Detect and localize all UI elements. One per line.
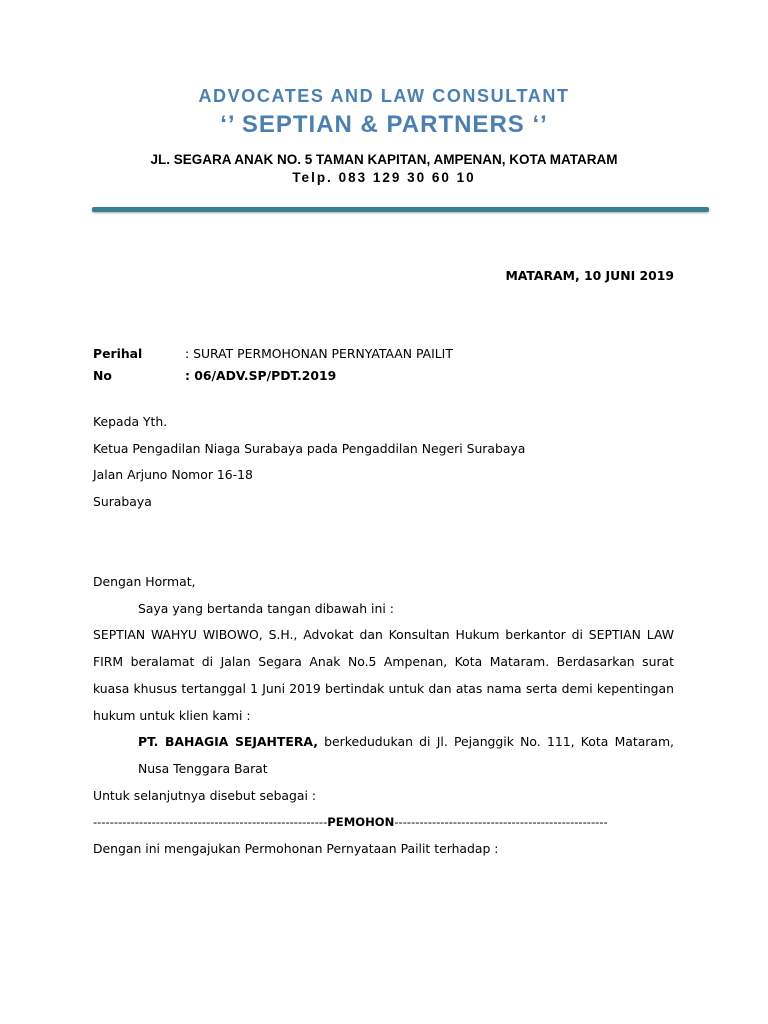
letterhead-title: ADVOCATES AND LAW CONSULTANT	[198, 86, 570, 106]
letterhead-firm-name: ‘’ SEPTIAN & PARTNERS ‘’	[220, 111, 548, 138]
pemohon-dashes-right: ---------------------------------------------------	[394, 815, 608, 829]
recipient-city: Surabaya	[93, 494, 152, 509]
letterhead-phone: Telp. 083 129 30 60 10	[292, 170, 476, 185]
pemohon-line	[93, 815, 608, 829]
number-label: No	[93, 368, 112, 383]
recipient-street: Jalan Arjuno Nomor 16-18	[93, 467, 253, 482]
recipient-salutation: Kepada Yth.	[93, 414, 168, 429]
intro-line: Saya yang bertanda tangan dibawah ini :	[138, 601, 394, 616]
closing-line: Dengan ini mengajukan Permohonan Pernyataan Pailit terhadap :	[93, 841, 499, 856]
subject-label: Perihal	[93, 346, 143, 361]
pemohon-dashes-left: --------------------------------------------------------	[93, 815, 328, 829]
greeting: Dengan Hormat,	[93, 574, 196, 589]
client-name: PT. BAHAGIA SEJAHTERA,	[138, 734, 318, 749]
client-block	[138, 728, 674, 782]
recipient-name: Ketua Pengadilan Niaga Surabaya pada Pengaddilan Negeri Surabaya	[93, 441, 526, 456]
body-paragraph: SEPTIAN WAHYU WIBOWO, S.H., Advokat dan Konsultan Hukum berkantor di SEPTIAN LAW FIRM beralamat di Jalan Segara Anak No.5 Ampenan, Kota Mataram. Berdasarkan surat kuasa khusus tertanggal 1 Juni 2019 bertindak untuk dan atas nama serta demi kepentingan hukum untuk klien kami :	[93, 627, 674, 723]
letterhead-divider	[92, 207, 709, 212]
pemohon-label: PEMOHON	[327, 815, 395, 829]
number-value: : 06/ADV.SP/PDT.2019	[185, 368, 337, 383]
letterhead-address: JL. SEGARA ANAK NO. 5 TAMAN KAPITAN, AMPENAN, KOTA MATARAM	[150, 152, 618, 167]
letter-date: MATARAM, 10 JUNI 2019	[505, 268, 674, 283]
client-address: berkedudukan di Jl. Pejanggik No. 111, Kota Mataram, Nusa Tenggara Barat	[138, 734, 674, 776]
followup-line: Untuk selanjutnya disebut sebagai :	[93, 788, 317, 803]
subject-value: : SURAT PERMOHONAN PERNYATAAN PAILIT	[185, 346, 453, 361]
